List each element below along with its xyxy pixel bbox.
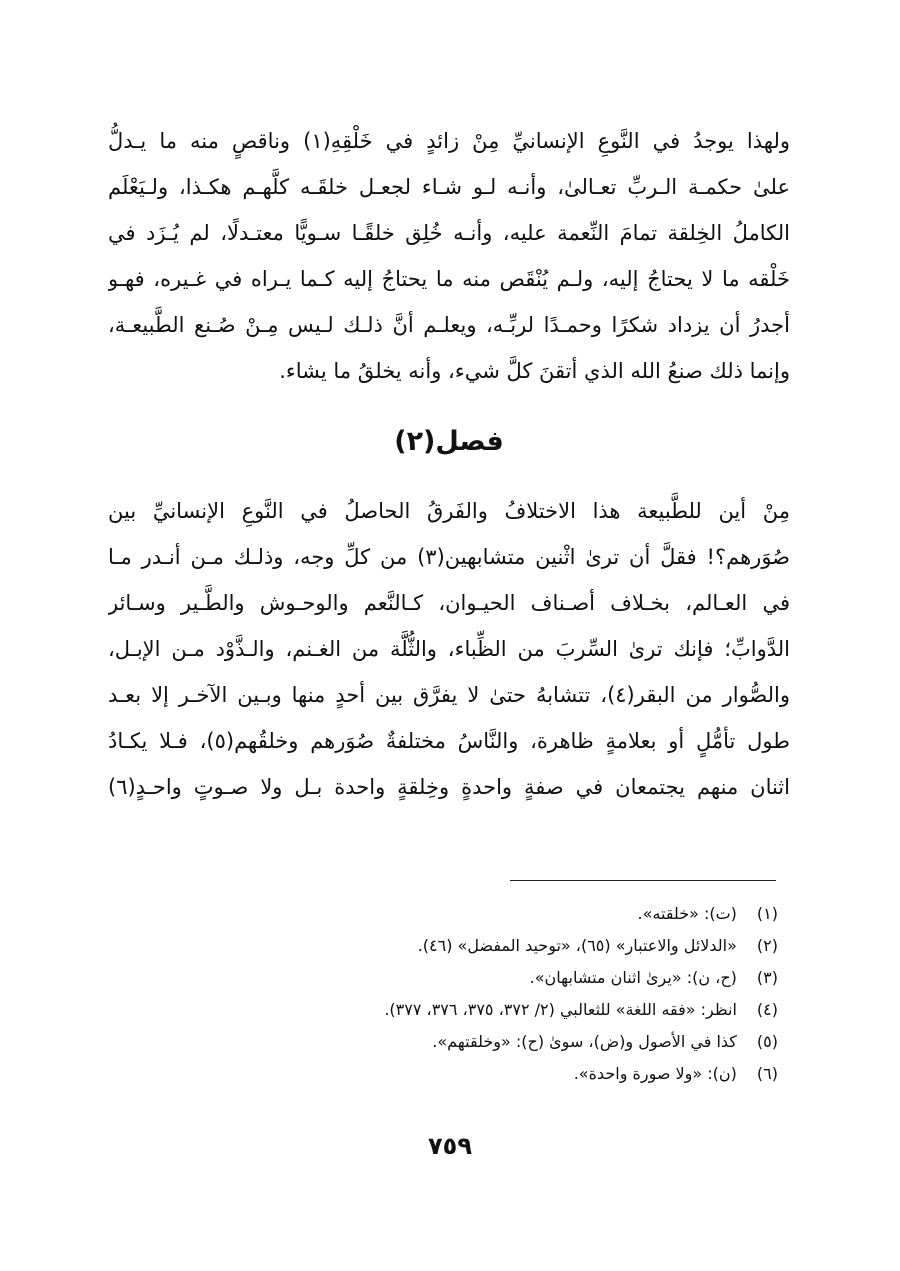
footnote-number: (١) xyxy=(756,904,778,923)
text-line: أجدرُ أن يزداد شكرًا وحمـدًا لربِّـه، ويعلـم أنَّ ذلـك لـيس مِـنْ صُـنع الطَّبيعـة، xyxy=(108,313,790,337)
footnote xyxy=(108,898,778,930)
text-line: صُوَرهم؟! فقلَّ أن ترىٰ اثْنين متشابهين(٣) من كلِّ وجه، وذلـك مـن أنـدر مـا xyxy=(108,545,790,569)
footnotes xyxy=(108,898,778,1090)
text-line: علىٰ حكمـة الـربِّ تعـالىٰ، وأنـه لـو شـاء لجعـل خلقَـه كلَّهـم هكـذا، ولـيَعْلَم xyxy=(108,175,790,199)
footnote-number: (٤) xyxy=(756,1000,778,1019)
footnote-separator xyxy=(510,880,776,881)
footnote-text: «الدلائل والاعتبار» (٦٥)، «توحيد المفضل» (٤٦). xyxy=(417,936,737,955)
text-line: خَلْقه ما لا يحتاجُ إليه، ولـم يُنْقَص منه ما يحتاجُ إليه كـما يـراه في غـيره، فهـو xyxy=(108,267,790,291)
footnote xyxy=(108,1026,778,1058)
footnote-text: (ح، ن): «يرىٰ اثنان متشابهان». xyxy=(529,968,737,987)
footnote-number: (٣) xyxy=(756,968,778,987)
footnote-text: انظر: «فقه اللغة» للثعالبي (٢/ ٣٧٢، ٣٧٥، ٣٧٦، ٣٧٧). xyxy=(384,1000,737,1019)
section-heading: فصل(٢) xyxy=(394,426,504,457)
text-line: مِنْ أين للطَّبيعة هذا الاختلافُ والفَرقُ الحاصلُ في النَّوعِ الإنسانيِّ بين xyxy=(108,499,790,523)
footnote xyxy=(108,1058,778,1090)
footnote xyxy=(108,994,778,1026)
text-line: والصُّوار من البقر(٤)، تتشابهُ حتىٰ لا يفرَّق بين أحدٍ منها وبـين الآخـر إلا بعـد xyxy=(108,683,790,707)
footnote-text: كذا في الأصول و(ض)، سوىٰ (ح): «وخلقتهم». xyxy=(432,1032,737,1051)
text-line: اثنان منهم يجتمعان في صفةٍ واحدةٍ وخِلقةٍ واحدة بـل ولا صـوتٍ واحـدٍ(٦) xyxy=(108,775,790,799)
paragraph-1 xyxy=(108,118,790,394)
footnote-number: (٦) xyxy=(756,1064,778,1083)
footnote-number: (٥) xyxy=(756,1032,778,1051)
text-line: الدَّوابِّ؛ فإنك ترىٰ السِّربَ من الظِّباء، والثُّلَّة من الغـنم، والـذَّوْد مـن الإبـل، xyxy=(108,637,790,661)
text-line: وإنما ذلك صنعُ الله الذي أتقنَ كلَّ شيء، وأنه يخلقُ ما يشاء. xyxy=(279,359,790,383)
footnote-text: (ت): «خلقته». xyxy=(637,904,737,923)
text-line: الكاملُ الخِلقة تمامَ النِّعمة عليه، وأنـه خُلِق خلقًـا سـويًّا معتـدلًا، لم يُـزَد في xyxy=(108,221,790,245)
page-number: ٧٥٩ xyxy=(428,1132,472,1160)
text-line: في العـالم، بخـلاف أصـناف الحيـوان، كـالنَّعم والوحـوش والطَّـير وسـائر xyxy=(108,591,790,615)
footnote-text: (ن): «ولا صورة واحدة». xyxy=(573,1064,737,1083)
footnote-number: (٢) xyxy=(756,936,778,955)
paragraph-2 xyxy=(108,488,790,810)
footnote xyxy=(108,930,778,962)
footnote xyxy=(108,962,778,994)
text-line: ولهذا يوجدُ في النَّوعِ الإنسانيِّ مِنْ زائدٍ في خَلْقِهِ(١) وناقصٍ منه ما يـدلُّ xyxy=(108,129,790,153)
text-line: طول تأمُّلٍ أو بعلامةٍ ظاهرة، والنَّاسُ مختلفةٌ صُوَرهم وخلقُهم(٥)، فـلا يكـادُ xyxy=(108,729,790,753)
